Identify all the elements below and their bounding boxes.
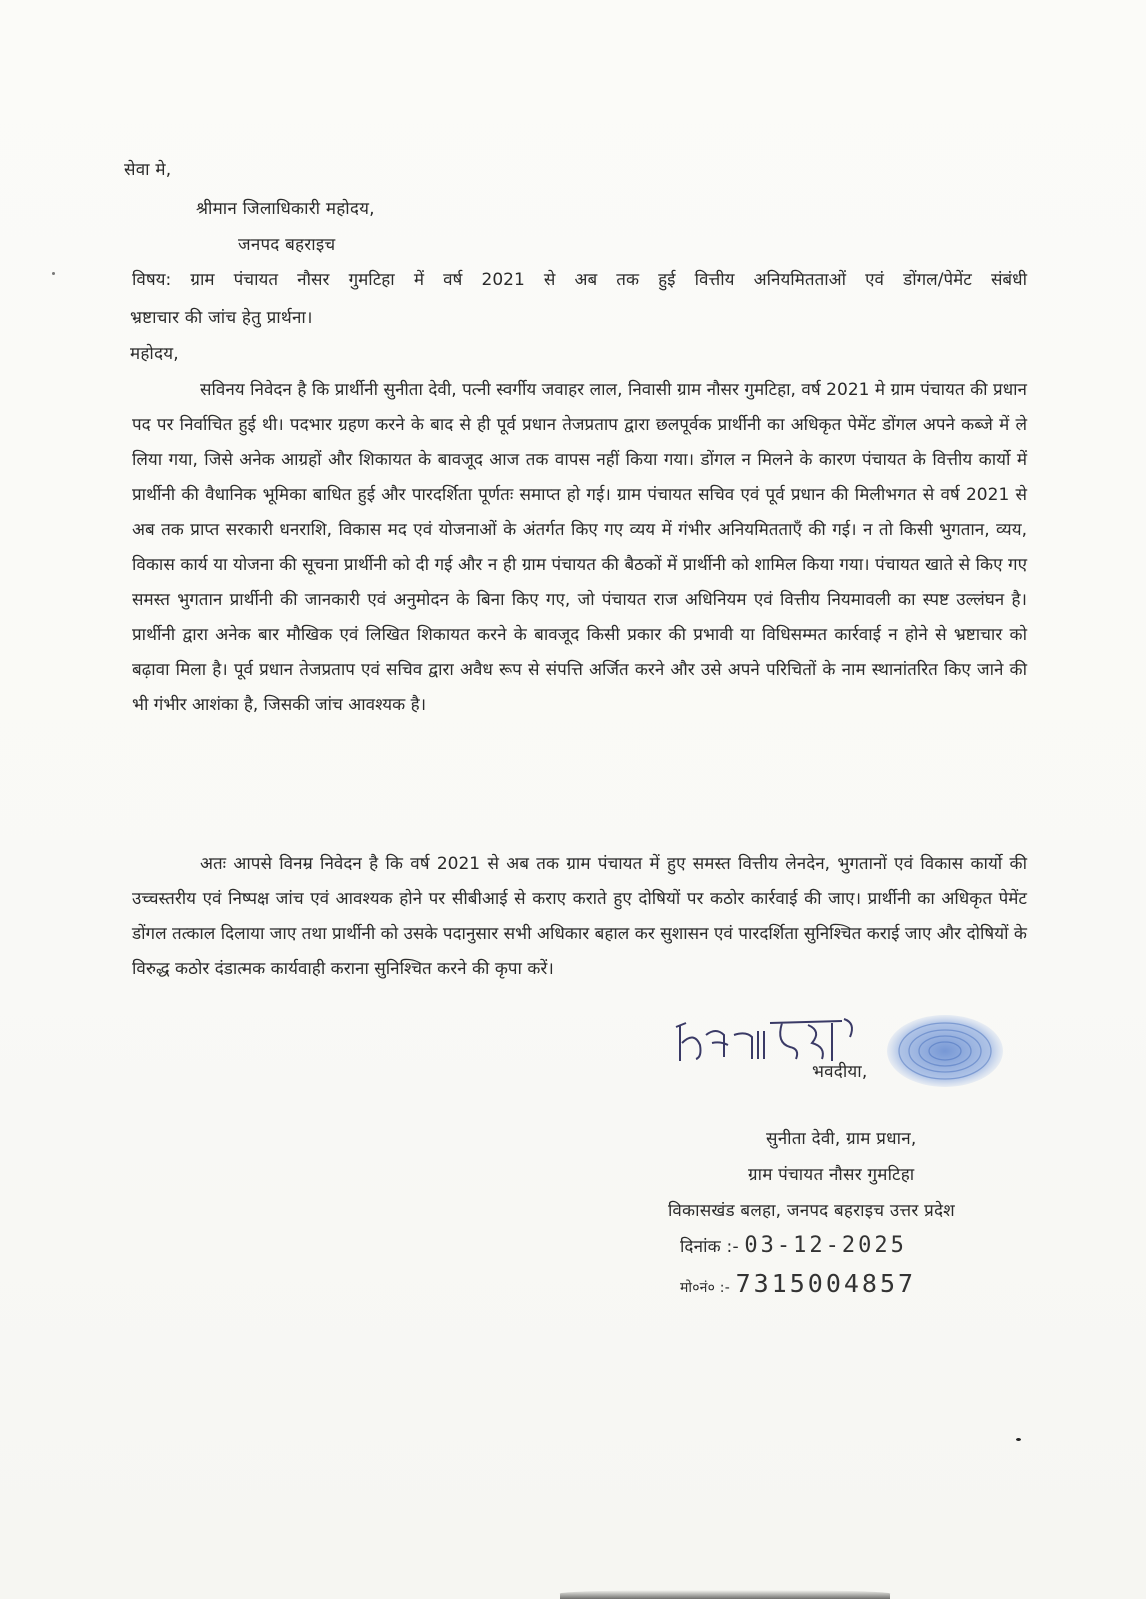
date-row <box>680 1234 907 1259</box>
paragraph-1: सविनय निवेदन है कि प्रार्थीनी सुनीता देवी, पत्नी स्वर्गीय जवाहर लाल, निवासी ग्राम नौसर गुमटिहा, वर्ष 2021 मे ग्राम पंचायत की प्रधान पद पर निर्वाचित हुई थी। पदभार ग्रहण करने के बाद से ही पूर्व प्रधान तेजप्रताप द्वारा छलपूर्वक प्रार्थीनी का अधिकृत पेमेंट डोंगल अपने कब्जे में ले लिया गया, जिसे अनेक आग्रहों और शिकायत के बावजूद आज तक वापस नहीं किया गया। डोंगल न मिलने के कारण पंचायत के वित्तीय कार्यो में प्रार्थीनी की वैधानिक भूमिका बाधित हुई और पारदर्शिता पूर्णतः समाप्त हो गई। ग्राम पंचायत सचिव एवं पूर्व प्रधान की मिलीभगत से वर्ष 2021 से अब तक प्राप्त सरकारी धनराशि, विकास मद एवं योजनाओं के अंतर्गत किए गए व्यय में गंभीर अनियमितताएँ की गई। न तो किसी भुगतान, व्यय, विकास कार्य या योजना की सूचना प्रार्थीनी को दी गई और न ही ग्राम पंचायत की बैठकों में प्रार्थीनी को शामिल किया गया। पंचायत खाते से किए गए समस्त भुगतान प्रार्थीनी की जानकारी एवं अनुमोदन के बिना किए गए, जो पंचायत राज अधिनियम एवं वित्तीय नियमावली का स्पष्ट उल्लंघन है। प्रार्थीनी द्वारा अनेक बार मौखिक एवं लिखित शिकायत करने के बावजूद किसी प्रकार की प्रभावी या विधिसम्मत कार्रवाई न होने से भ्रष्टाचार को बढ़ावा मिला है। पूर्व प्रधान तेजप्रताप एवं सचिव द्वारा अवैध रूप से संपत्ति अर्जित करने और उसे अपने परिचितों के नाम स्थानांतरित किए जाने की भी गंभीर आशंका है, जिसकी जांच आवश्यक है। <box>132 380 1027 715</box>
mobile-label: मो०नं० :- <box>680 1280 730 1296</box>
district: जनपद बहराइच <box>238 235 336 255</box>
sender-block: विकासखंड बलहा, जनपद बहराइच उत्तर प्रदेश <box>668 1201 955 1221</box>
greeting: महोदय, <box>130 344 179 364</box>
page-edge-shadow <box>560 1590 890 1599</box>
sender-name: सुनीता देवी, ग्राम प्रधान, <box>766 1129 917 1149</box>
speck <box>52 272 55 275</box>
thumbprint-stamp <box>884 1012 1006 1090</box>
subject-line-1: विषय: ग्राम पंचायत नौसर गुमटिहा में वर्ष 2021 से अब तक हुई वित्तीय अनियमितताओं एवं डोंगल/पेमेंट संबंधी <box>132 270 1027 290</box>
speck <box>1016 1438 1021 1441</box>
sender-panchayat: ग्राम पंचायत नौसर गुमटिहा <box>748 1165 915 1185</box>
date-value: 03-12-2025 <box>744 1233 907 1258</box>
addressee: श्रीमान जिलाधिकारी महोदय, <box>196 199 375 219</box>
closing: भवदीया, <box>812 1062 868 1082</box>
paragraph-2: अतः आपसे विनम्र निवेदन है कि वर्ष 2021 से अब तक ग्राम पंचायत में हुए समस्त वित्तीय लेनदेन, भुगतानों एवं विकास कार्यो की उच्चस्तरीय एवं निष्पक्ष जांच एवं आवश्यक होने पर सीबीआई से कराए कराते हुए दोषियों पर कठोर कार्रवाई की जाए। प्रार्थीनी का अधिकृत पेमेंट डोंगल तत्काल दिलाया जाए तथा प्रार्थीनी को उसके पदानुसार सभी अधिकार बहाल कर सुशासन एवं पारदर्शिता सुनिश्चित कराई जाए और दोषियों के विरुद्ध कठोर दंडात्मक कार्यवाही कराना सुनिश्चित करने की कृपा करें। <box>132 854 1027 979</box>
subject-line-2: भ्रष्टाचार की जांच हेतु प्रार्थना। <box>130 308 313 328</box>
date-label: दिनांक :- <box>680 1237 739 1257</box>
mobile-value: 7315004857 <box>735 1269 917 1298</box>
mobile-row <box>680 1269 917 1300</box>
salutation-to: सेवा मे, <box>124 160 172 180</box>
